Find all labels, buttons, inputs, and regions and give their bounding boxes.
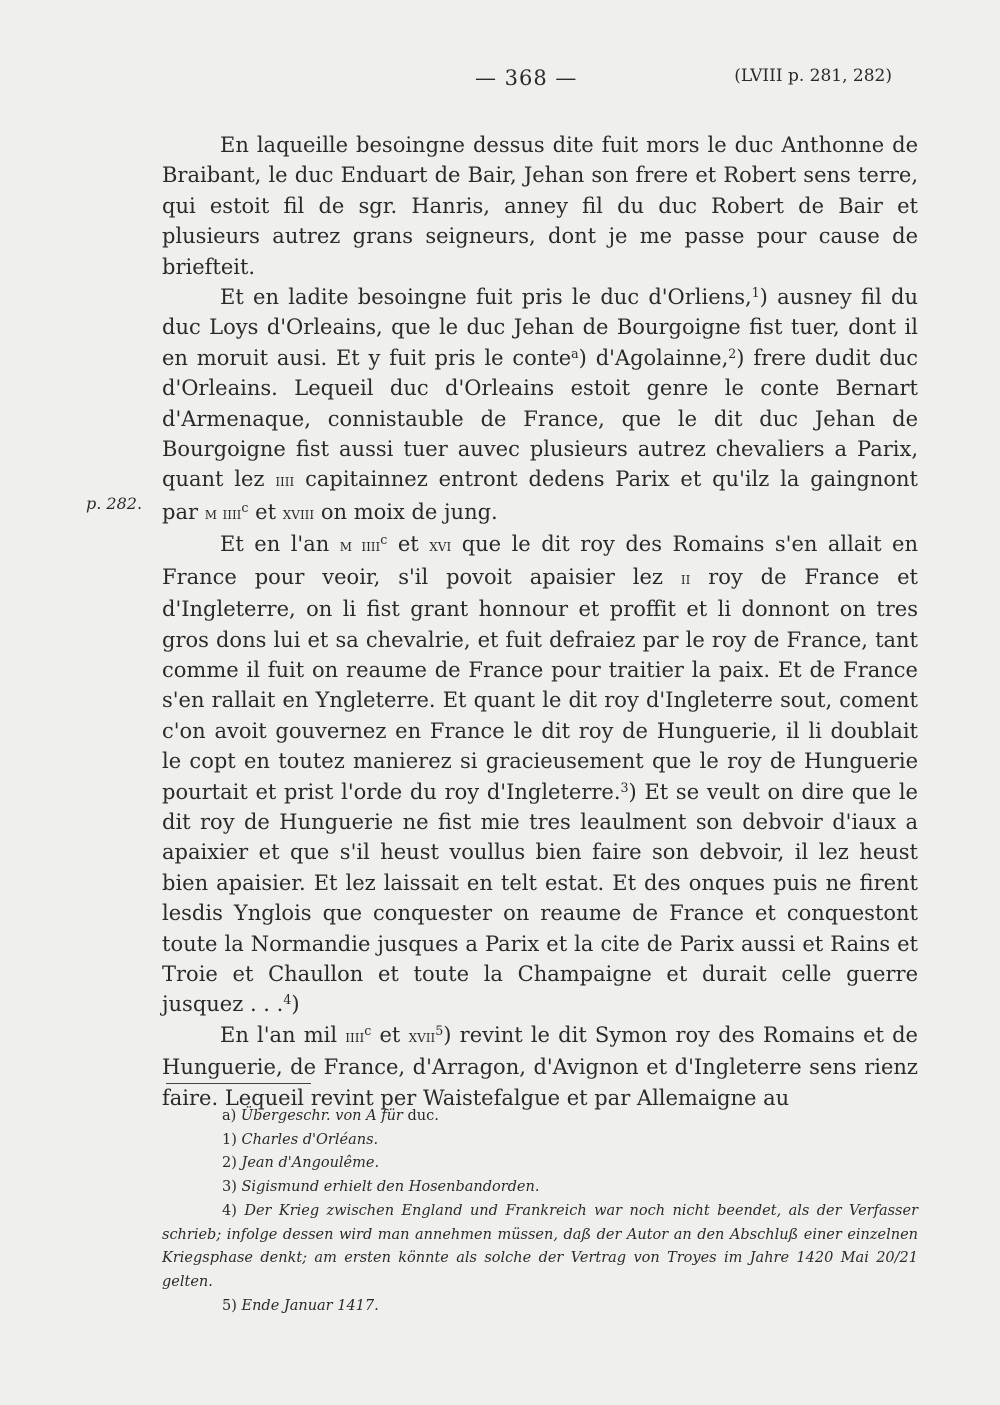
- paragraph-1: [162, 130, 918, 282]
- footnote-mark: 3): [222, 1179, 237, 1196]
- footnote-mark: 1): [222, 1131, 237, 1148]
- text-run: En l'an mil: [220, 1022, 338, 1047]
- paragraph-4: [162, 1020, 918, 1113]
- text-run: que le dit roy des Romains s'en allait en France pour veoir, s'il povoit apaisier lez: [162, 532, 918, 589]
- page-number: — 368 —: [475, 66, 578, 90]
- text-run: Et en l'an: [220, 532, 330, 557]
- margin-page-note: p. 282.: [86, 494, 143, 513]
- page-header: [0, 66, 1000, 96]
- paragraph-2: [162, 282, 918, 529]
- text-run: Et en ladite besoingne fuit pris le duc d'Orliens,: [220, 285, 752, 310]
- roman-numeral: m iiii: [204, 503, 242, 524]
- footnote-mark: 5): [222, 1297, 237, 1314]
- footnote-ref: 4: [283, 992, 292, 1008]
- footnote-divider: [166, 1083, 311, 1084]
- footnote-text: Der Krieg zwischen England und Frankreich war noch nicht beendet, als der Verfasser schrieb; infolge dessen wird man annehmen müssen, daß der Autor an den Abschluß einer einzelnen Kriegsphase denkt; am ersten könnte als solche der Vertrag von Troyes im Jahre 1420 Mai 20/21 gelten.: [162, 1202, 918, 1290]
- text-run: ) ausney fil du duc Loys d'Orleains, que le duc Jehan de Bourgoigne fist tuer, dont il en moruit ausi. Et y fuit pris le conte: [162, 285, 918, 370]
- paragraph-text: En laqueille besoingne dessus dite fuit mors le duc Anthonne de Braibant, le duc Enduart de Bair, Jehan son frere et Robert sens terre, qui estoit fil de sgr. Hanris, anney fil du duc Robert de Bair et plusieurs autrez grans seigneurs, dont je me passe pour cause de briefteit.: [162, 133, 918, 279]
- text-run: on moix de jung.: [320, 499, 498, 524]
- roman-numeral: xvii: [408, 1026, 436, 1047]
- text-run: ) frere dudit duc d'Orleains. Lequeil duc d'Orleains estoit genre le conte Bernart d'Armenaque, connistauble de France, que le dit duc Jehan de Bourgoigne fist aussi tuer auvec plusieurs autrez chevaliers a Parix, quant lez: [162, 345, 919, 492]
- footnote-ref: 3: [620, 779, 629, 795]
- text-run: ) revint le dit Symon roy des Romains et de Hunguerie, de France, d'Arragon, d'Avignon et d'Ingleterre sens rienz faire. Lequeil revint per Waistefalgue et par Allemaigne au: [162, 1022, 918, 1110]
- footnote-text: Übergeschr. von A für: [240, 1108, 403, 1124]
- footnote-ref: a: [571, 345, 579, 361]
- superscript: c: [380, 532, 388, 548]
- text-run: roy de France et d'Ingleterre, on li fist grant honnour et proffit et li donnont on tres gros dons lui et sa chevalrie, et fuit defraiez par le roy de France, tant comme il fuit on reaume de France pour traitier la paix. Et de France s'en rallait en Yngleterre. Et quant le dit roy d'Ingleterre sout, coment c'on avoit gouvernez en France le dit roy de Hunguerie, il li doublait le copt en toutez manierez si gracieusement que le roy de Hunguerie pourtait et prist l'orde du roy d'Ingleterre.: [162, 564, 918, 804]
- roman-numeral: ii: [680, 568, 691, 589]
- footnote-text: duc.: [407, 1108, 439, 1124]
- roman-numeral: xviii: [282, 503, 315, 524]
- footnote-a: [162, 1105, 918, 1129]
- roman-numeral: iiii: [275, 471, 295, 492]
- superscript: c: [364, 1022, 372, 1038]
- footnote-5: [162, 1295, 918, 1319]
- text-run: capitainnez entront dedens Parix et qu'ilz la gaingnont par: [162, 467, 918, 524]
- page-reference: (LVIII p. 281, 282): [734, 66, 892, 86]
- footnote-mark: 2): [222, 1155, 237, 1172]
- text-run: ): [291, 992, 300, 1017]
- footnote-ref: 2: [728, 345, 737, 361]
- footnote-ref: 1: [751, 285, 760, 301]
- paragraph-3: [162, 529, 918, 1020]
- footnote-ref: 5: [435, 1022, 444, 1038]
- text-run: ) Et se veult on dire que le dit roy de Hunguerie ne fist mie tres leaulment son debvoir d'iaux a apaixier et que s'il heust voullus bien faire son debvoir, il lez heust bien apaisier. Et lez laissait en telt estat. Et des onques puis ne firent lesdis Ynglois que conquester on reaume de France et conquestont toute la Normandie jusques a Parix et la cite de Parix aussi et Rains et Troie et Chaullon et toute la Champaigne et durait celle guerre jusquez . . .: [162, 779, 918, 1017]
- text-run: et: [397, 532, 419, 557]
- superscript: c: [241, 499, 249, 515]
- footnote-mark: a): [222, 1108, 237, 1124]
- footnotes: [162, 1105, 918, 1318]
- footnote-text: Ende Januar 1417.: [241, 1297, 379, 1314]
- footnote-1: [162, 1129, 918, 1153]
- footnote-text: Sigismund erhielt den Hosenbandorden.: [241, 1179, 540, 1196]
- roman-numeral: xvi: [429, 536, 452, 557]
- text-run: ) d'Agolainne,: [578, 345, 729, 370]
- text-run: et: [255, 499, 277, 524]
- footnote-4: [162, 1200, 918, 1295]
- footnote-mark: 4): [222, 1202, 237, 1219]
- footnote-text: Jean d'Angoulême.: [241, 1155, 380, 1172]
- footnote-2: [162, 1152, 918, 1176]
- footnote-text: Charles d'Orléans.: [241, 1131, 379, 1148]
- footnote-3: [162, 1176, 918, 1200]
- roman-numeral: m iiii: [339, 536, 381, 557]
- roman-numeral: iiii: [345, 1026, 365, 1047]
- body-text: [162, 130, 918, 1113]
- text-run: et: [379, 1022, 401, 1047]
